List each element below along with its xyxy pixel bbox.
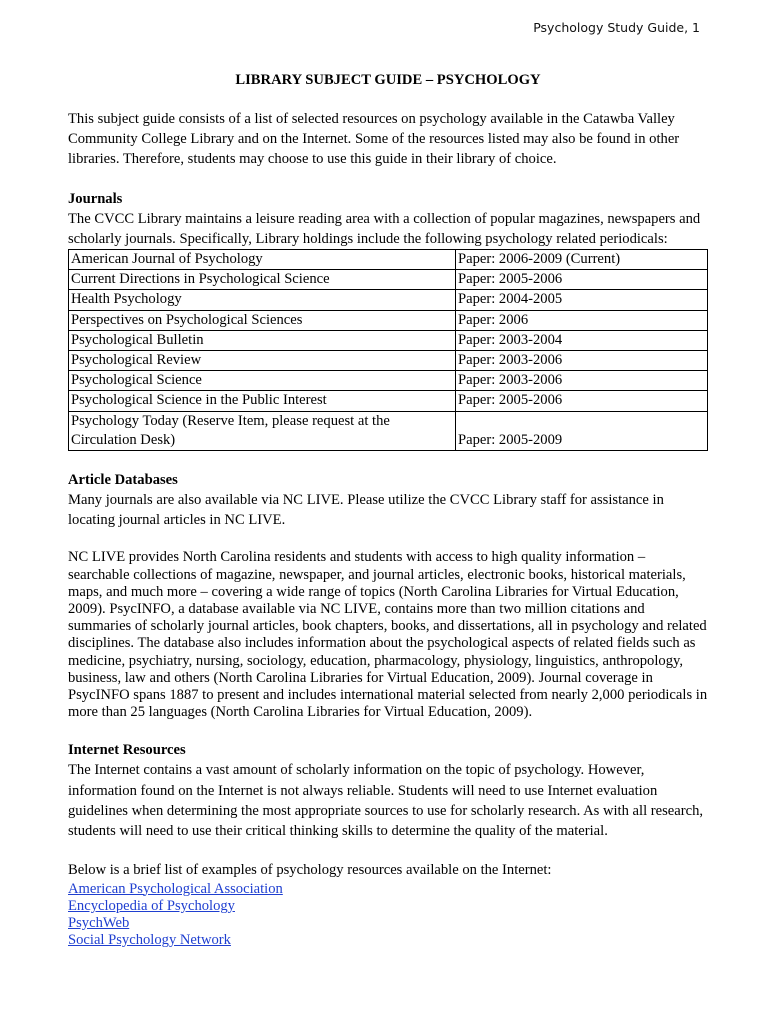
periodical-holdings-cell: Paper: 2003-2006 [456,371,708,391]
internet-resources-heading: Internet Resources [68,742,186,759]
periodical-title-cell: American Journal of Psychology [69,250,456,270]
periodical-title-cell: Psychology Today (Reserve Item, please request at the Circulation Desk) [69,411,456,450]
periodical-holdings-cell: Paper: 2006-2009 (Current) [456,250,708,270]
periodical-holdings-cell: Paper: 2005-2009 [456,411,708,450]
document-body [68,70,708,949]
table-row [69,411,708,450]
periodical-title-cell: Health Psychology [69,290,456,310]
periodical-title-cell: Psychological Science [69,371,456,391]
periodical-holdings-cell: Paper: 2003-2004 [456,330,708,350]
running-head: Psychology Study Guide, 1 [533,20,700,35]
journals-heading: Journals [68,190,123,207]
link-encyclopedia-of-psychology[interactable]: Encyclopedia of Psychology [68,897,235,914]
periodical-holdings-cell: Paper: 2004-2005 [456,290,708,310]
periodicals-table-body [69,250,708,451]
table-row [69,330,708,350]
periodicals-table [68,249,708,451]
table-row [69,270,708,290]
periodical-holdings-cell: Paper: 2005-2006 [456,270,708,290]
periodical-title-cell: Perspectives on Psychological Sciences [69,310,456,330]
journals-text: The CVCC Library maintains a leisure reading area with a collection of popular magazines, newspapers and scholarly journals. Specifically, Library holdings include the following psychology related periodicals: [68,210,701,247]
periodical-title-cell: Psychological Review [69,351,456,371]
page-title: LIBRARY SUBJECT GUIDE – PSYCHOLOGY [235,72,541,88]
intro-paragraph: This subject guide consists of a list of selected resources on psychology available in the Catawba Valley Community College Library and on the Internet. Some of the resources listed may also be found in other libraries. Therefore, students may choose to use this guide in their library of choice. [68,111,680,168]
periodical-holdings-cell: Paper: 2005-2006 [456,391,708,411]
periodical-holdings-cell: Paper: 2003-2006 [456,351,708,371]
links-intro: Below is a brief list of examples of psychology resources available on the Internet: [68,862,552,879]
table-row [69,250,708,270]
table-row [69,351,708,371]
link-psychweb[interactable]: PsychWeb [68,914,130,931]
article-databases-heading: Article Databases [68,472,178,489]
periodical-holdings-cell: Paper: 2006 [456,310,708,330]
table-row [69,391,708,411]
internet-resources-paragraph: The Internet contains a vast amount of scholarly information on the topic of psychology. However, information found on the Internet is not always reliable. Students will need to use Internet evaluation guidelines when determining the most appropriate sources to use for scholarly research. As with all research, students will need to use their critical thinking skills to determine the quality of the material. [68,762,704,840]
periodical-title-cell: Psychological Bulletin [69,330,456,350]
periodical-title-cell: Current Directions in Psychological Science [69,270,456,290]
table-row [69,290,708,310]
nc-live-paragraph: Many journals are also available via NC LIVE. Please utilize the CVCC Library staff for assistance in locating journal articles in NC LIVE. [68,492,664,529]
table-row [69,371,708,391]
psycinfo-paragraph: NC LIVE provides North Carolina residents and students with access to high quality information – searchable collections of magazine, newspaper, and journal articles, electronic books, historical materials, maps, and much more – covering a wide range of topics (North Carolina Libraries for Virtual Education, 2009). PsycINFO, a database available via NC LIVE, contains more than two million citations and summaries of scholarly journal articles, book chapters, books, and dissertations, all in psychology and related disciplines. The database also includes information about the psychological aspects of related fields such as medicine, psychiatry, nursing, sociology, education, pharmacology, physiology, linguistics, anthropology, business, law and others (North Carolina Libraries for Virtual Education, 2009). Journal coverage in PsycINFO spans 1887 to present and includes international material selected from nearly 2,000 periodicals in more than 25 languages (North Carolina Libraries for Virtual Education, 2009). [68,549,708,721]
resource-links [68,881,708,950]
link-social-psychology-network[interactable]: Social Psychology Network [68,932,231,949]
table-row [69,310,708,330]
periodical-title-cell: Psychological Science in the Public Interest [69,391,456,411]
link-american-psychological-association[interactable]: American Psychological Association [68,880,283,897]
